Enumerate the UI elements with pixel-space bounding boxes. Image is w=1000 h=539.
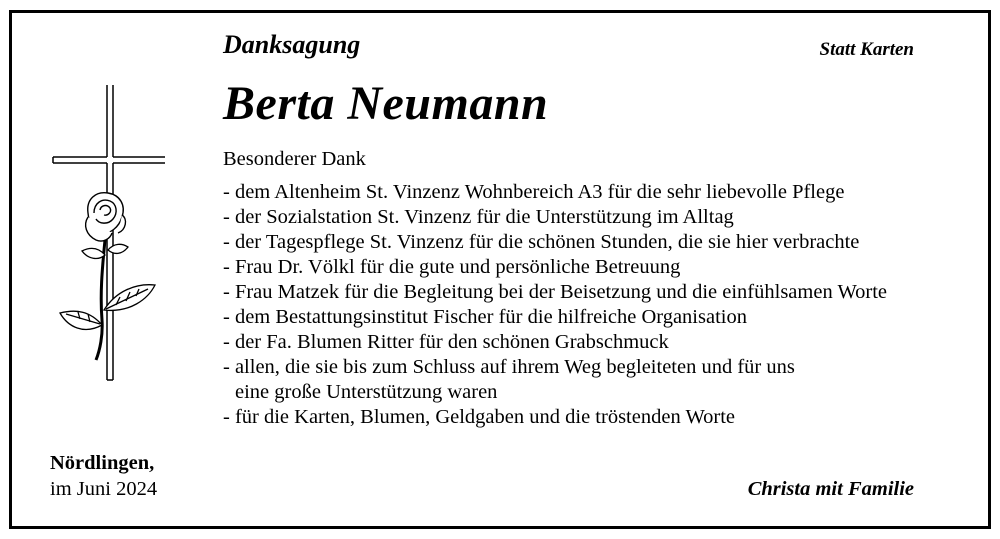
list-item: - dem Bestattungsinstitut Fischer für die hilfreiche Organisation xyxy=(223,306,747,328)
place: Nördlingen, xyxy=(50,452,155,474)
list-item-continuation: eine große Unterstützung waren xyxy=(235,381,498,403)
list-item: - dem Altenheim St. Vinzenz Wohnbereich A3 für die sehr liebevolle Pflege xyxy=(223,181,845,203)
intro-text: Besonderer Dank xyxy=(223,148,366,170)
heading: Danksagung xyxy=(223,30,361,59)
list-item: - Frau Dr. Völkl für die gute und persönliche Betreuung xyxy=(223,256,681,278)
statt-karten-label: Statt Karten xyxy=(819,39,914,60)
cross-with-rose-icon xyxy=(50,85,165,385)
list-item: - der Fa. Blumen Ritter für den schönen Grabschmuck xyxy=(223,331,669,353)
date: im Juni 2024 xyxy=(50,478,158,500)
signature: Christa mit Familie xyxy=(747,478,914,500)
list-item: - der Sozialstation St. Vinzenz für die Unterstützung im Alltag xyxy=(223,206,734,228)
thanks-list xyxy=(223,180,887,430)
list-item: - der Tagespflege St. Vinzenz für die schönen Stunden, die sie hier verbrachte xyxy=(223,231,860,253)
list-item: - Frau Matzek für die Begleitung bei der Beisetzung und die einfühlsamen Worte xyxy=(223,281,888,303)
list-item: - für die Karten, Blumen, Geldgaben und die tröstenden Worte xyxy=(223,406,736,428)
deceased-name: Berta Neumann xyxy=(223,77,549,130)
list-item: - allen, die sie bis zum Schluss auf ihrem Weg begleiteten und für uns xyxy=(223,356,795,378)
